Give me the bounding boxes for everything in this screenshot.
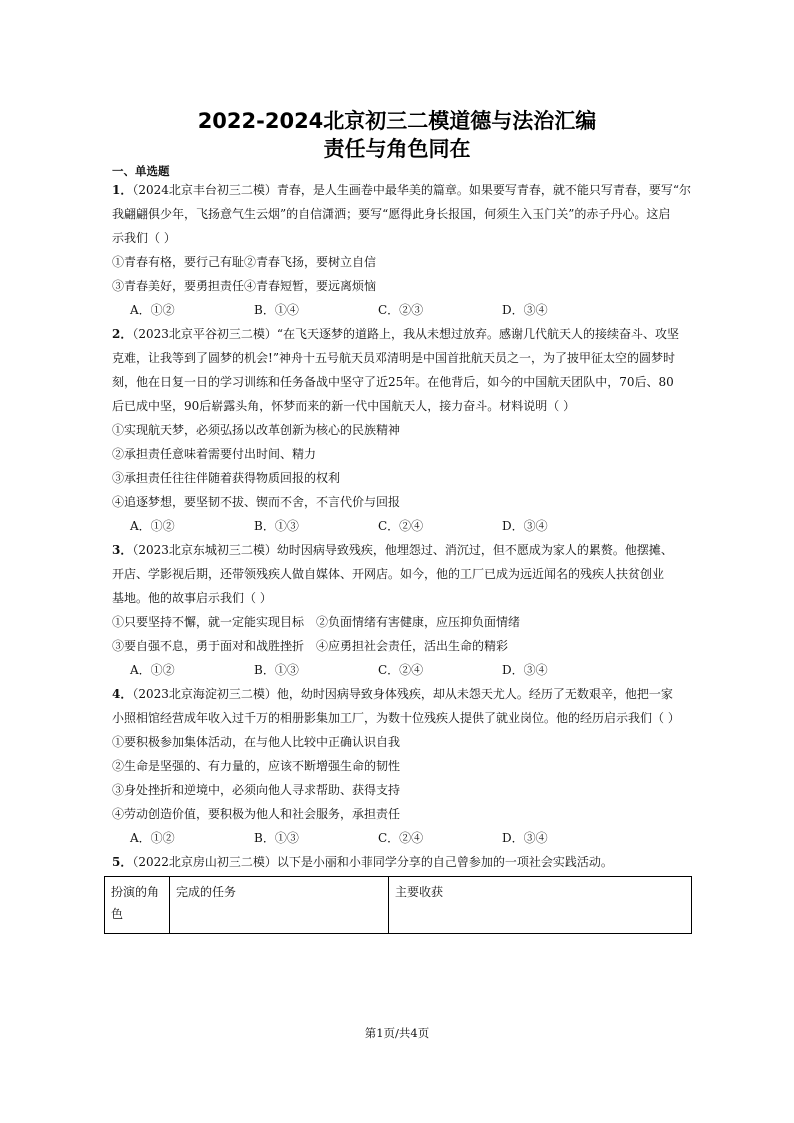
page-footer: 第1页/共4页 <box>364 1026 430 1040</box>
question-statement: ④劳动创造价值，要积极为他人和社会服务，承担责任 <box>112 807 401 821</box>
answer-options <box>112 826 694 850</box>
question-stem-line: 小照相馆经营成年收入过千万的相册影集加工厂，为数十位残疾人提供了就业岗位。他的经历启示我们（ ） <box>112 711 680 725</box>
document-title: 2022-2024北京初三二模道德与法治汇编 <box>197 109 597 133</box>
question-stem-line: 3．（2023北京东城初三二模）幼时因病导致残疾，他埋怨过、消沉过，但不愿成为家人的累赘。他摆摊、 <box>112 543 673 557</box>
option-c: C．②④ <box>378 831 424 845</box>
section-heading: 一、单选题 <box>112 164 170 178</box>
option-d: D．③④ <box>502 831 548 845</box>
question-statement: ①要积极参加集体活动，在与他人比较中正确认识自我 <box>112 735 401 749</box>
question-number: 2． <box>112 327 133 341</box>
option-c: C．②④ <box>378 663 424 677</box>
table-header-gain: 主要收获 <box>389 877 692 934</box>
question-3 <box>112 538 694 682</box>
question-stem-line: 开店、学影视后期，还带领残疾人做自媒体、开网店。如今，他的工厂已成为远近闻名的残疾人扶贫创业 <box>112 567 665 581</box>
option-c: C．②④ <box>378 519 424 533</box>
option-a: A．①② <box>130 303 175 317</box>
document-subtitle: 责任与角色同在 <box>323 137 471 161</box>
question-statement: ①青春有格，要行己有耻②青春飞扬，要树立自信 <box>112 255 377 269</box>
question-statement: ③青春美好，要勇担责任④青春短暂，要远离烦恼 <box>112 279 377 293</box>
question-1 <box>112 178 694 322</box>
question-number: 4． <box>112 687 133 701</box>
question-stem-line: 基地。他的故事启示我们（ ） <box>112 591 272 605</box>
option-b: B．①④ <box>254 303 299 317</box>
table-header-task: 完成的任务 <box>170 877 389 934</box>
option-b: B．①③ <box>254 831 299 845</box>
table-header-row <box>105 877 692 934</box>
question-stem-line: 示我们（ ） <box>112 231 176 245</box>
question-5 <box>112 850 694 874</box>
question-stem-line: 后已成中坚，90后崭露头角，怀梦而来的新一代中国航天人，接力奋斗。材料说明（ ） <box>112 399 576 413</box>
option-d: D．③④ <box>502 519 548 533</box>
question-stem-line: 2．（2023北京平谷初三二模）“在飞天逐梦的道路上，我从未想过放弃。感谢几代航天人的接续奋斗、攻坚 <box>112 327 680 341</box>
option-d: D．③④ <box>502 303 548 317</box>
option-b: B．①③ <box>254 519 299 533</box>
answer-options <box>112 514 694 538</box>
option-a: A．①② <box>130 663 175 677</box>
question-number: 5． <box>112 855 133 869</box>
question-2 <box>112 322 694 538</box>
option-b: B．①③ <box>254 663 299 677</box>
question-statement: ②承担责任意味着需要付出时间、精力 <box>112 447 317 461</box>
question-statement: ①实现航天梦，必须弘扬以改革创新为核心的民族精神 <box>112 423 401 437</box>
question-number: 3． <box>112 543 133 557</box>
question-4 <box>112 682 694 850</box>
question-statement: ④追逐梦想，要坚韧不拔、锲而不舍，不言代价与回报 <box>112 495 401 509</box>
table-header-role: 扮演的角色 <box>105 877 170 934</box>
questions-list <box>112 178 694 874</box>
option-a: A．①② <box>130 519 175 533</box>
answer-options <box>112 298 694 322</box>
question-number: 1． <box>112 183 133 197</box>
answer-options <box>112 658 694 682</box>
question-stem-line: 5．（2022北京房山初三二模）以下是小丽和小菲同学分享的自己曾参加的一项社会实践活动。 <box>112 855 613 869</box>
question-stem-line: 我翩翩俱少年，飞扬意气生云烟”的自信潇洒；要写“愿得此身长报国，何须生入玉门关”的赤子丹心。这启 <box>112 207 671 221</box>
option-a: A．①② <box>130 831 175 845</box>
question-stem-line: 刻，他在日复一日的学习训练和任务备战中坚守了近25年。在他背后，如今的中国航天团队中，70后、80 <box>112 375 674 389</box>
question-statement: ③承担责任往往伴随着获得物质回报的权利 <box>112 471 341 485</box>
option-c: C．②③ <box>378 303 424 317</box>
question-stem-line: 4．（2023北京海淀初三二模）他，幼时因病导致身体残疾，却从未怨天尤人。经历了无数艰辛，他把一家 <box>112 687 673 701</box>
option-d: D．③④ <box>502 663 548 677</box>
question-statement: ③要自强不息，勇于面对和战胜挫折 ④应勇担社会责任，活出生命的精彩 <box>112 639 509 653</box>
question-statement: ③身处挫折和逆境中，必须向他人寻求帮助、获得支持 <box>112 783 401 797</box>
question-statement: ①只要坚持不懈，就一定能实现目标 ②负面情绪有害健康，应压抑负面情绪 <box>112 615 521 629</box>
question-statement: ②生命是坚强的、有力量的，应该不断增强生命的韧性 <box>112 759 401 773</box>
question-stem-line: 克难，让我等到了圆梦的机会!”神舟十五号航天员邓清明是中国首批航天员之一，为了披甲征太空的圆梦时 <box>112 351 675 365</box>
question-stem-line: 1．（2024北京丰台初三二模）青春，是人生画卷中最华美的篇章。如果要写青春，就不能只写青春，要写“尔 <box>112 183 692 197</box>
activity-table <box>104 876 692 934</box>
